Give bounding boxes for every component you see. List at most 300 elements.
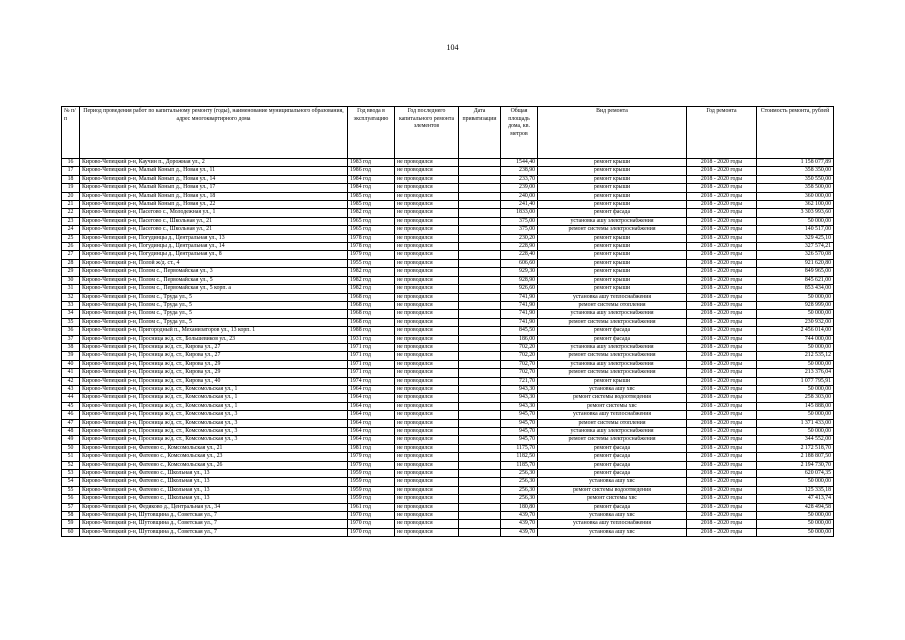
- row-last-repair: не проводился: [395, 318, 459, 326]
- row-repair-kind: ремонт крыши: [538, 184, 687, 192]
- row-year-built: 1964 год: [348, 411, 395, 419]
- table-row: [62, 411, 834, 419]
- table-row: [62, 512, 834, 520]
- row-cost: 845 621,00: [757, 276, 834, 284]
- row-year-built: 1979 год: [348, 461, 395, 469]
- table-row: [62, 503, 834, 511]
- row-repair-kind: ремонт крыши: [538, 192, 687, 200]
- row-address: Кирово-Чепецкий р-н, Просница ж/д. ст., Комсомольская ул., 3: [80, 411, 348, 419]
- row-repair-year: 2018 - 2020 годы: [687, 419, 757, 427]
- row-year-built: 1982 год: [348, 285, 395, 293]
- row-repair-kind: ремонт системы водоотведения: [538, 394, 687, 402]
- row-repair-kind: ремонт крыши: [538, 377, 687, 385]
- row-repair-kind: ремонт фасада: [538, 503, 687, 511]
- row-repair-kind: ремонт системы хвс: [538, 495, 687, 503]
- row-year-built: 1961 год: [348, 503, 395, 511]
- row-num: 59: [62, 520, 80, 528]
- row-last-repair: не проводился: [395, 377, 459, 385]
- row-cost: 2 172 518,70: [757, 444, 834, 452]
- row-area: 702,20: [501, 343, 538, 351]
- row-cost: 620 074,35: [757, 470, 834, 478]
- row-area: 928,90: [501, 276, 538, 284]
- table-row: [62, 520, 834, 528]
- row-address: Кирово-Чепецкий р-н, Полом с., Труда ул., 5: [80, 301, 348, 309]
- row-num: 42: [62, 377, 80, 385]
- row-repair-year: 2018 - 2020 годы: [687, 411, 757, 419]
- row-area: 233,70: [501, 175, 538, 183]
- row-last-repair: не проводился: [395, 234, 459, 242]
- row-area: 228,40: [501, 251, 538, 259]
- row-cost: 344 552,00: [757, 436, 834, 444]
- row-repair-kind: установка ашу теплоснабжения: [538, 520, 687, 528]
- row-area: 929,30: [501, 268, 538, 276]
- row-repair-year: 2018 - 2020 годы: [687, 495, 757, 503]
- row-address: Кирово-Чепецкий р-н, Фатеево с., Комсомольская ул., 21: [80, 444, 348, 452]
- row-privatization: [459, 436, 501, 444]
- row-area: 943,30: [501, 394, 538, 402]
- row-area: 945,70: [501, 436, 538, 444]
- row-num: 49: [62, 436, 80, 444]
- row-privatization: [459, 318, 501, 326]
- row-year-built: 1971 год: [348, 343, 395, 351]
- row-last-repair: не проводился: [395, 402, 459, 410]
- row-repair-year: 2018 - 2020 годы: [687, 167, 757, 175]
- row-num: 24: [62, 226, 80, 234]
- row-privatization: [459, 335, 501, 343]
- row-num: 50: [62, 444, 80, 452]
- row-area: 241,40: [501, 201, 538, 209]
- row-last-repair: не проводился: [395, 327, 459, 335]
- row-repair-year: 2018 - 2020 годы: [687, 327, 757, 335]
- row-privatization: [459, 310, 501, 318]
- row-privatization: [459, 470, 501, 478]
- table-row: [62, 478, 834, 486]
- row-cost: 1 077 795,91: [757, 377, 834, 385]
- row-last-repair: не проводился: [395, 478, 459, 486]
- row-privatization: [459, 251, 501, 259]
- row-repair-year: 2018 - 2020 годы: [687, 209, 757, 217]
- header-cost: Стоимость ремонта, рублей: [757, 107, 834, 159]
- row-last-repair: не проводился: [395, 436, 459, 444]
- row-repair-year: 2018 - 2020 годы: [687, 520, 757, 528]
- row-year-built: 1979 год: [348, 251, 395, 259]
- row-year-built: 1965 год: [348, 226, 395, 234]
- row-privatization: [459, 234, 501, 242]
- row-last-repair: не проводился: [395, 285, 459, 293]
- row-area: 945,70: [501, 419, 538, 427]
- row-privatization: [459, 385, 501, 393]
- row-num: 45: [62, 402, 80, 410]
- table-row: [62, 159, 834, 167]
- table-row: [62, 327, 834, 335]
- row-repair-kind: ремонт крыши: [538, 175, 687, 183]
- row-num: 56: [62, 495, 80, 503]
- row-privatization: [459, 512, 501, 520]
- row-area: 1185,70: [501, 461, 538, 469]
- row-address: Кирово-Чепецкий р-н, Пасегово с., Школьная ул., 21: [80, 217, 348, 225]
- row-year-built: 1968 год: [348, 301, 395, 309]
- row-cost: 358 350,00: [757, 167, 834, 175]
- row-year-built: 1964 год: [348, 419, 395, 427]
- row-cost: 50 000,00: [757, 217, 834, 225]
- row-year-built: 1968 год: [348, 310, 395, 318]
- row-repair-kind: ремонт крыши: [538, 201, 687, 209]
- row-year-built: 1959 год: [348, 486, 395, 494]
- row-repair-kind: ремонт крыши: [538, 243, 687, 251]
- row-repair-year: 2018 - 2020 годы: [687, 276, 757, 284]
- row-last-repair: не проводился: [395, 209, 459, 217]
- row-year-built: 1968 год: [348, 318, 395, 326]
- row-last-repair: не проводился: [395, 184, 459, 192]
- row-address: Кирово-Чепецкий р-н, Шутовщина д., Советская ул., 7: [80, 512, 348, 520]
- row-repair-year: 2018 - 2020 годы: [687, 268, 757, 276]
- row-repair-kind: ремонт крыши: [538, 167, 687, 175]
- row-address: Кирово-Чепецкий р-н, Полом с., Труда ул., 5: [80, 310, 348, 318]
- row-last-repair: не проводился: [395, 268, 459, 276]
- row-privatization: [459, 352, 501, 360]
- row-area: 375,00: [501, 226, 538, 234]
- row-cost: 50 000,00: [757, 293, 834, 301]
- table-row: [62, 209, 834, 217]
- row-year-built: 1955 год: [348, 259, 395, 267]
- row-address: Кирово-Чепецкий р-н, Полой ж/д. ст., 4: [80, 259, 348, 267]
- row-cost: 50 000,00: [757, 512, 834, 520]
- row-area: 439,70: [501, 512, 538, 520]
- row-last-repair: не проводился: [395, 167, 459, 175]
- table-row: [62, 444, 834, 452]
- repair-table: [61, 106, 834, 537]
- row-area: 702,70: [501, 369, 538, 377]
- table-row: [62, 201, 834, 209]
- row-privatization: [459, 369, 501, 377]
- row-cost: 50 000,00: [757, 385, 834, 393]
- row-repair-year: 2018 - 2020 годы: [687, 343, 757, 351]
- row-repair-year: 2018 - 2020 годы: [687, 385, 757, 393]
- row-repair-kind: ремонт системы водоотведения: [538, 486, 687, 494]
- row-year-built: 1964 год: [348, 394, 395, 402]
- row-privatization: [459, 175, 501, 183]
- row-repair-kind: ремонт крыши: [538, 276, 687, 284]
- row-repair-year: 2018 - 2020 годы: [687, 201, 757, 209]
- row-repair-kind: ремонт фасада: [538, 444, 687, 452]
- row-address: Кирово-Чепецкий р-н, Просница ж/д. ст., Большевиков ул., 23: [80, 335, 348, 343]
- row-repair-year: 2018 - 2020 годы: [687, 175, 757, 183]
- row-year-built: 1988 год: [348, 327, 395, 335]
- row-cost: 50 000,00: [757, 343, 834, 351]
- row-repair-kind: установка ашу хвс: [538, 512, 687, 520]
- row-cost: 258 303,00: [757, 394, 834, 402]
- row-num: 20: [62, 192, 80, 200]
- row-repair-year: 2018 - 2020 годы: [687, 318, 757, 326]
- row-last-repair: не проводился: [395, 343, 459, 351]
- row-year-built: 1985 год: [348, 201, 395, 209]
- row-repair-year: 2018 - 2020 годы: [687, 293, 757, 301]
- table-row: [62, 285, 834, 293]
- row-last-repair: не проводился: [395, 352, 459, 360]
- row-repair-year: 2018 - 2020 годы: [687, 192, 757, 200]
- row-year-built: 1965 год: [348, 217, 395, 225]
- row-address: Кирово-Чепецкий р-н, Просница ж/д. ст., Комсомольская ул., 3: [80, 428, 348, 436]
- row-area: 256,30: [501, 478, 538, 486]
- row-privatization: [459, 293, 501, 301]
- row-num: 21: [62, 201, 80, 209]
- table-row: [62, 419, 834, 427]
- table-row: [62, 495, 834, 503]
- row-address: Кирово-Чепецкий р-н, Полом с., Первомайская ул., 5 корп. а: [80, 285, 348, 293]
- row-num: 60: [62, 528, 80, 536]
- row-num: 35: [62, 318, 80, 326]
- table-row: [62, 377, 834, 385]
- row-last-repair: не проводился: [395, 369, 459, 377]
- row-cost: 50 000,00: [757, 528, 834, 536]
- table-row: [62, 453, 834, 461]
- row-repair-year: 2018 - 2020 годы: [687, 159, 757, 167]
- row-cost: 362 100,00: [757, 201, 834, 209]
- row-repair-year: 2018 - 2020 годы: [687, 217, 757, 225]
- row-privatization: [459, 360, 501, 368]
- row-year-built: 1974 год: [348, 377, 395, 385]
- header-num: № п/п: [62, 107, 80, 159]
- row-year-built: 1982 год: [348, 209, 395, 217]
- row-repair-kind: ремонт системы электроснабжения: [538, 226, 687, 234]
- row-repair-year: 2018 - 2020 годы: [687, 360, 757, 368]
- row-cost: 1 371 433,00: [757, 419, 834, 427]
- row-area: 375,00: [501, 217, 538, 225]
- row-repair-kind: установка ашу электроснабжения: [538, 360, 687, 368]
- row-num: 55: [62, 486, 80, 494]
- row-last-repair: не проводился: [395, 201, 459, 209]
- row-address: Кирово-Чепецкий р-н, Фатеево с., Комсомольская ул., 26: [80, 461, 348, 469]
- table-row: [62, 226, 834, 234]
- table-row: [62, 310, 834, 318]
- row-year-built: 1981 год: [348, 444, 395, 452]
- row-privatization: [459, 201, 501, 209]
- row-num: 48: [62, 428, 80, 436]
- row-area: 943,30: [501, 402, 538, 410]
- table-row: [62, 217, 834, 225]
- row-last-repair: не проводился: [395, 503, 459, 511]
- row-address: Кирово-Чепецкий р-н, Полом с., Первомайская ул., 5: [80, 276, 348, 284]
- header-year-built: Год ввода в эксплуатацию: [348, 107, 395, 159]
- row-cost: 50 000,00: [757, 310, 834, 318]
- row-num: 57: [62, 503, 80, 511]
- row-last-repair: не проводился: [395, 226, 459, 234]
- row-repair-year: 2018 - 2020 годы: [687, 486, 757, 494]
- row-num: 36: [62, 327, 80, 335]
- row-repair-year: 2018 - 2020 годы: [687, 394, 757, 402]
- row-repair-kind: ремонт системы электроснабжения: [538, 436, 687, 444]
- row-cost: 329 425,10: [757, 234, 834, 242]
- row-last-repair: не проводился: [395, 495, 459, 503]
- table-row: [62, 268, 834, 276]
- row-num: 47: [62, 419, 80, 427]
- row-last-repair: не проводился: [395, 486, 459, 494]
- table-row: [62, 528, 834, 536]
- row-cost: 358 500,00: [757, 184, 834, 192]
- row-cost: 50 000,00: [757, 411, 834, 419]
- row-last-repair: не проводился: [395, 470, 459, 478]
- row-year-built: 1959 год: [348, 495, 395, 503]
- row-privatization: [459, 478, 501, 486]
- row-last-repair: не проводился: [395, 461, 459, 469]
- row-cost: 428 494,58: [757, 503, 834, 511]
- row-address: Кирово-Чепецкий р-н, Просница ж/д. ст., Комсомольская ул., 1: [80, 394, 348, 402]
- row-repair-year: 2018 - 2020 годы: [687, 478, 757, 486]
- row-address: Кирово-Чепецкий р-н, Просница ж/д. ст., Комсомольская ул., 1: [80, 385, 348, 393]
- row-last-repair: не проводился: [395, 159, 459, 167]
- row-address: Кирово-Чепецкий р-н, Просница ж/д. ст., Комсомольская ул., 3: [80, 419, 348, 427]
- row-privatization: [459, 444, 501, 452]
- row-repair-kind: ремонт системы электроснабжения: [538, 369, 687, 377]
- row-address: Кирово-Чепецкий р-н, Фатеево с., Школьная ул., 13: [80, 470, 348, 478]
- row-repair-kind: ремонт крыши: [538, 251, 687, 259]
- row-cost: 212 535,12: [757, 352, 834, 360]
- row-privatization: [459, 402, 501, 410]
- row-repair-kind: ремонт системы электроснабжения: [538, 352, 687, 360]
- row-area: 741,90: [501, 301, 538, 309]
- row-repair-kind: ремонт системы отопления: [538, 419, 687, 427]
- row-num: 19: [62, 184, 80, 192]
- row-cost: 50 000,00: [757, 360, 834, 368]
- row-privatization: [459, 503, 501, 511]
- row-privatization: [459, 453, 501, 461]
- table-header-row: [62, 107, 834, 159]
- row-address: Кирово-Чепецкий р-н, Полом с., Труда ул., 5: [80, 293, 348, 301]
- row-cost: 360 000,00: [757, 192, 834, 200]
- header-privatization: Дата приватизации: [459, 107, 501, 159]
- row-privatization: [459, 394, 501, 402]
- row-address: Кирово-Чепецкий р-н, Полом с., Первомайская ул., 3: [80, 268, 348, 276]
- row-cost: 853 434,00: [757, 285, 834, 293]
- row-repair-kind: ремонт крыши: [538, 159, 687, 167]
- row-privatization: [459, 495, 501, 503]
- table-row: [62, 234, 834, 242]
- row-privatization: [459, 285, 501, 293]
- row-area: 702,70: [501, 360, 538, 368]
- row-repair-year: 2018 - 2020 годы: [687, 234, 757, 242]
- row-address: Кирово-Чепецкий р-н, Просница ж/д. ст., Кирова ул., 29: [80, 360, 348, 368]
- row-address: Кирово-Чепецкий р-н, Просница ж/д. ст., Кирова ул., 27: [80, 352, 348, 360]
- row-last-repair: не проводился: [395, 192, 459, 200]
- row-repair-kind: установка ашу электроснабжения: [538, 310, 687, 318]
- row-repair-kind: ремонт системы хвс: [538, 402, 687, 410]
- row-cost: 1 158 077,89: [757, 159, 834, 167]
- row-address: Кирово-Чепецкий р-н, Просница ж/д. ст., Кирова ул., 27: [80, 343, 348, 351]
- row-num: 44: [62, 394, 80, 402]
- row-privatization: [459, 528, 501, 536]
- row-cost: 230 932,00: [757, 318, 834, 326]
- row-repair-year: 2018 - 2020 годы: [687, 301, 757, 309]
- row-num: 43: [62, 385, 80, 393]
- row-address: Кирово-Чепецкий р-н, Малый Конып д., Новая ул., 22: [80, 201, 348, 209]
- table-row: [62, 360, 834, 368]
- page-number: 104: [446, 43, 459, 52]
- row-year-built: 1986 год: [348, 167, 395, 175]
- row-area: 239,00: [501, 184, 538, 192]
- row-cost: 2 456 014,00: [757, 327, 834, 335]
- row-repair-kind: ремонт крыши: [538, 268, 687, 276]
- table-row: [62, 251, 834, 259]
- row-last-repair: не проводился: [395, 293, 459, 301]
- table-row: [62, 184, 834, 192]
- row-repair-year: 2018 - 2020 годы: [687, 470, 757, 478]
- row-year-built: 1970 год: [348, 520, 395, 528]
- row-privatization: [459, 243, 501, 251]
- row-cost: 744 000,00: [757, 335, 834, 343]
- row-num: 18: [62, 175, 80, 183]
- row-address: Кирово-Чепецкий р-н, Шутовщина д., Советская ул., 7: [80, 520, 348, 528]
- row-year-built: 1971 год: [348, 360, 395, 368]
- row-num: 53: [62, 470, 80, 478]
- row-area: 1175,70: [501, 444, 538, 452]
- row-area: 256,30: [501, 495, 538, 503]
- table-row: [62, 369, 834, 377]
- row-address: Кирово-Чепецкий р-н, Пригородный п., Механизаторов ул., 13 корп. 1: [80, 327, 348, 335]
- row-area: 256,30: [501, 486, 538, 494]
- row-repair-year: 2018 - 2020 годы: [687, 335, 757, 343]
- header-area: Общая площадь дома, кв. метров: [501, 107, 538, 159]
- row-privatization: [459, 226, 501, 234]
- row-repair-kind: ремонт системы отопления: [538, 301, 687, 309]
- row-address: Кирово-Чепецкий р-н, Малый Конып д., Новая ул., 17: [80, 184, 348, 192]
- row-repair-year: 2018 - 2020 годы: [687, 461, 757, 469]
- row-area: 439,70: [501, 528, 538, 536]
- table-row: [62, 243, 834, 251]
- row-address: Кирово-Чепецкий р-н, Фатеево с., Школьная ул., 13: [80, 495, 348, 503]
- row-last-repair: не проводился: [395, 217, 459, 225]
- row-last-repair: не проводился: [395, 520, 459, 528]
- row-privatization: [459, 159, 501, 167]
- row-year-built: 1982 год: [348, 276, 395, 284]
- row-num: 54: [62, 478, 80, 486]
- row-num: 28: [62, 259, 80, 267]
- row-area: 240,00: [501, 192, 538, 200]
- row-address: Кирово-Чепецкий р-н, Фатеево с., Комсомольская ул., 23: [80, 453, 348, 461]
- header-repair-year: Год ремонта: [687, 107, 757, 159]
- row-last-repair: не проводился: [395, 444, 459, 452]
- row-address: Кирово-Чепецкий р-н, Погудинцы д., Центральная ул., 13: [80, 234, 348, 242]
- table-row: [62, 470, 834, 478]
- row-area: 1182,50: [501, 453, 538, 461]
- table-row: [62, 402, 834, 410]
- table-row: [62, 428, 834, 436]
- row-cost: 145 888,00: [757, 402, 834, 410]
- row-repair-year: 2018 - 2020 годы: [687, 503, 757, 511]
- header-repair-kind: Вид ремонта: [538, 107, 687, 159]
- row-num: 37: [62, 335, 80, 343]
- row-area: 702,20: [501, 352, 538, 360]
- row-repair-year: 2018 - 2020 годы: [687, 528, 757, 536]
- row-last-repair: не проводился: [395, 512, 459, 520]
- row-repair-kind: установка ашу хвс: [538, 478, 687, 486]
- row-privatization: [459, 461, 501, 469]
- row-num: 26: [62, 243, 80, 251]
- row-last-repair: не проводился: [395, 428, 459, 436]
- row-area: 230,20: [501, 234, 538, 242]
- row-num: 17: [62, 167, 80, 175]
- row-year-built: 1984 год: [348, 184, 395, 192]
- row-address: Кирово-Чепецкий р-н, Погудинцы д., Центральная ул., 8: [80, 251, 348, 259]
- row-cost: 140 517,00: [757, 226, 834, 234]
- row-area: 1544,40: [501, 159, 538, 167]
- row-repair-year: 2018 - 2020 годы: [687, 285, 757, 293]
- row-repair-kind: ремонт крыши: [538, 259, 687, 267]
- row-repair-year: 2018 - 2020 годы: [687, 444, 757, 452]
- row-repair-kind: ремонт фасада: [538, 209, 687, 217]
- row-last-repair: не проводился: [395, 310, 459, 318]
- row-repair-year: 2018 - 2020 годы: [687, 226, 757, 234]
- row-cost: 350 550,00: [757, 175, 834, 183]
